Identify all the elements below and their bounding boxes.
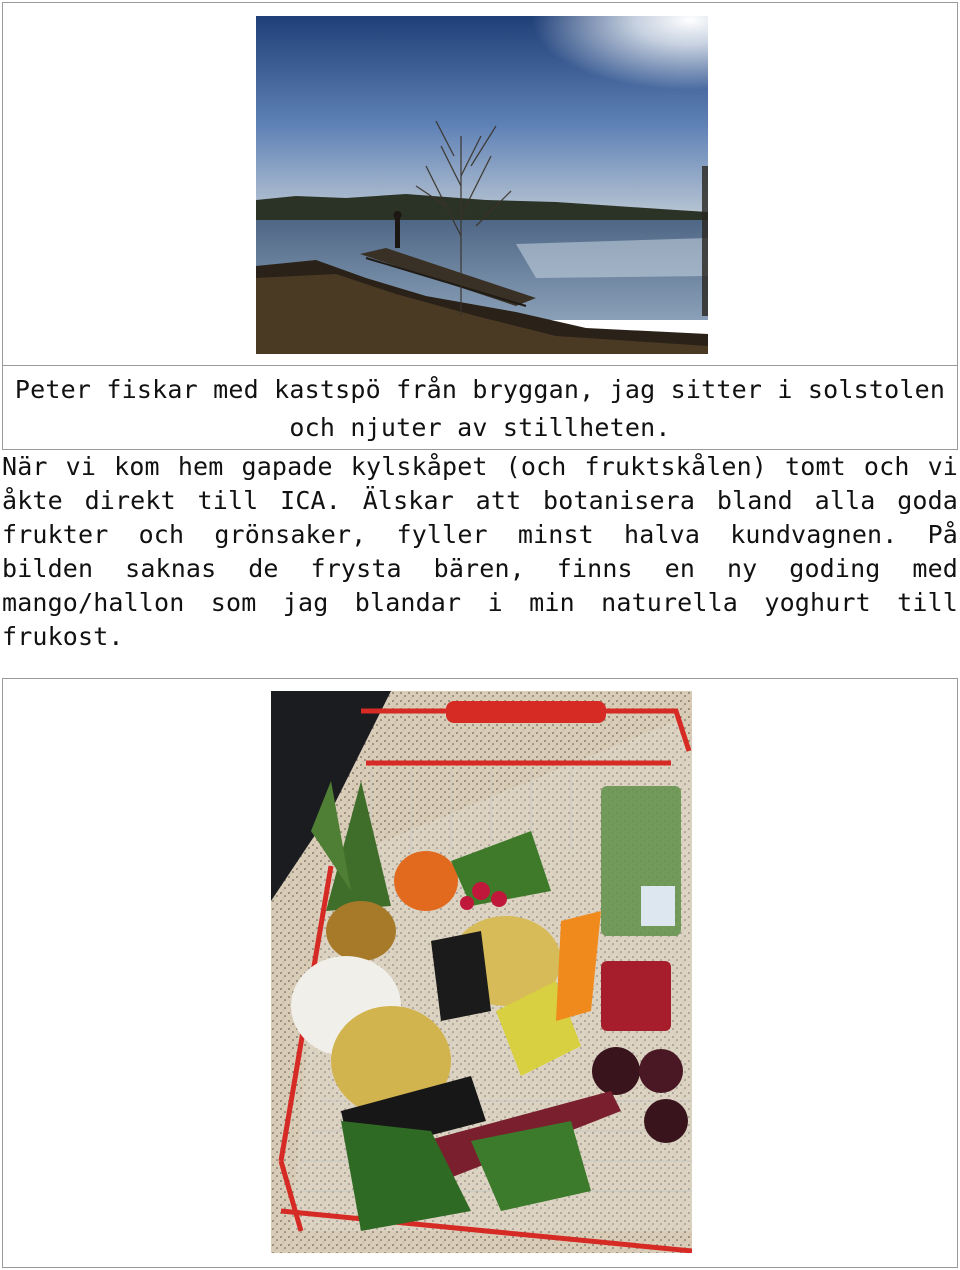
photo-figure-lake	[2, 2, 958, 450]
photo-frame	[3, 3, 957, 365]
body-paragraph: När vi kom hem gapade kylskåpet (och fruktskålen) tomt och vi åkte direkt till ICA. Älskar att botanisera bland alla goda frukter och grönsaker, fyller minst halva kundvagnen. På bilden saknas de frysta bären, finns en ny goding med mango/hallon som jag blandar i min naturella yoghurt till frukost.	[2, 452, 958, 651]
photo-figure-cart	[2, 678, 958, 1268]
photo-caption: Peter fiskar med kastspö från bryggan, jag sitter i solstolen och njuter av stillheten.	[14, 375, 946, 442]
lake-photo	[256, 16, 708, 354]
caption-divider	[3, 365, 957, 366]
shopping-cart-photo	[271, 691, 692, 1253]
